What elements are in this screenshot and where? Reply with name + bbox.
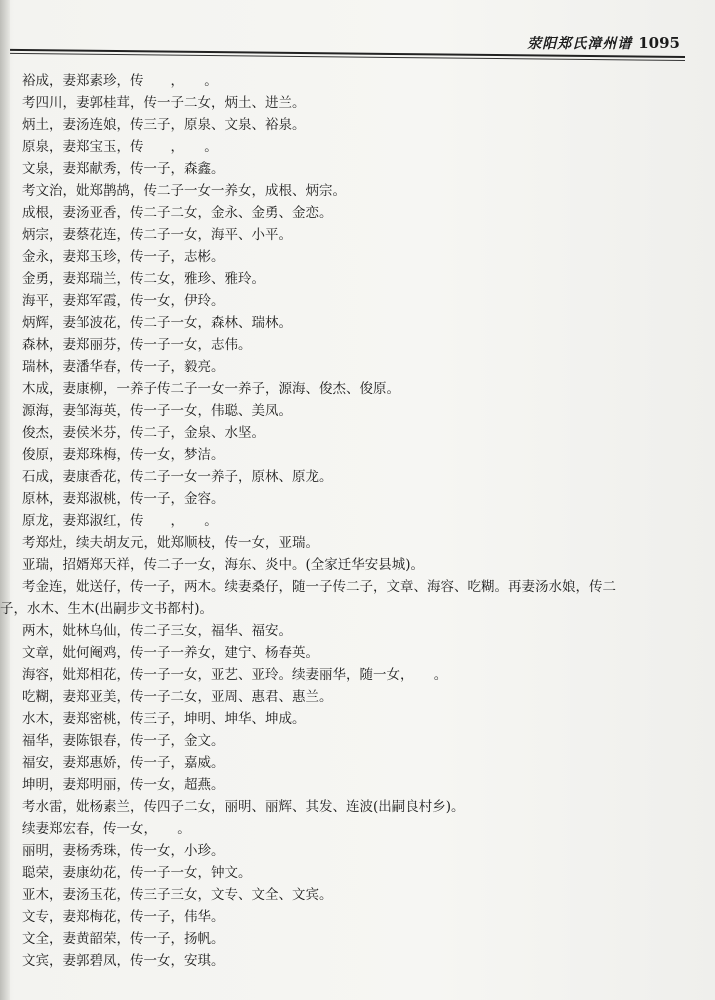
text-line: 瑞林，妻潘华春，传一子，毅亮。 (22, 359, 225, 375)
text-line: 炳宗，妻蔡花连，传二子一女，海平、小平。 (22, 227, 292, 243)
text-line: 原泉，妻郑宝玉，传 ， 。 (22, 139, 218, 155)
text-line: 金永，妻郑玉珍，传一子，志彬。 (22, 249, 225, 265)
text-line: 海平，妻郑军霞，传一女，伊玲。 (22, 293, 225, 309)
text-line: 俊原，妻郑珠梅，传一女，梦洁。 (22, 447, 225, 463)
text-line: 文专，妻郑梅花，传一子，伟华。 (22, 909, 225, 925)
text-line: 考四川，妻郭桂茸，传一子二女，炳土、进兰。 (22, 95, 306, 111)
text-line: 文章，妣何阉鸡，传一子一养女，建宁、杨春英。 (22, 645, 319, 661)
text-line: 聪荣，妻康幼花，传一子一女，钟文。 (22, 865, 252, 881)
text-line: 福安，妻郑惠娇，传一子，嘉威。 (22, 755, 225, 771)
text-line: 续妻郑宏春，传一女， 。 (22, 821, 191, 837)
text-line: 考水雷，妣杨素兰，传四子二女，丽明、丽辉、其发、连波(出嗣良村乡)。 (22, 799, 465, 815)
text-line: 木成，妻康柳，一养子传二子一女一养子，源海、俊杰、俊原。 (22, 381, 400, 397)
text-line: 福华，妻陈银春，传一子，金文。 (22, 733, 225, 749)
text-line: 裕成，妻郑素珍，传 ， 。 (22, 73, 218, 89)
text-line: 子，水木、生木(出嗣步文书都村)。 (0, 601, 214, 617)
running-header (420, 32, 680, 54)
text-line: 坤明，妻郑明丽，传一女，超燕。 (22, 777, 225, 793)
text-line: 吃糊，妻郑亚美，传一子二女，亚周、惠君、惠兰。 (22, 689, 333, 705)
text-line: 亚瑞，招婿郑天祥，传二子一女，海东、炎中。(全家迁华安县城)。 (22, 557, 425, 573)
text-line: 炳土，妻汤连娘，传三子，原泉、文泉、裕泉。 (22, 117, 306, 133)
text-line: 石成，妻康香花，传二子一女一养子，原林、原龙。 (22, 469, 333, 485)
text-line: 海容，妣郑相花，传一子一女，亚艺、亚玲。续妻丽华，随一女， 。 (22, 667, 448, 683)
page-number: 1095 (638, 34, 680, 52)
text-line: 文全，妻黄韶荣，传一子，扬帆。 (22, 931, 225, 947)
book-title: 荥阳郑氏漳州谱 (527, 36, 633, 52)
text-line: 文宾，妻郭碧凤，传一女，安琪。 (22, 953, 225, 969)
text-line: 炳辉，妻邹波花，传二子一女，森林、瑞林。 (22, 315, 292, 331)
text-line: 文泉，妻郑献秀，传一子，森鑫。 (22, 161, 225, 177)
text-line: 成根，妻汤亚香，传二子二女，金永、金勇、金恋。 (22, 205, 333, 221)
text-line: 俊杰，妻侯米芬，传二子，金泉、水坚。 (22, 425, 265, 441)
text-line: 源海，妻邹海英，传一子一女，伟聪、美凤。 (22, 403, 292, 419)
text-line: 考金连，妣送仔，传一子，两木。续妻桑仔，随一子传二子，文章、海容、吃糊。再妻汤水娘，传二 (22, 579, 616, 595)
text-line: 两木，妣林乌仙，传二子三女，福华、福安。 (22, 623, 292, 639)
book-spine-shadow (0, 0, 10, 1000)
text-line: 亚木，妻汤玉花，传三子三女，文专、文全、文宾。 (22, 887, 333, 903)
text-line: 森林，妻郑丽芬，传一子一女，志伟。 (22, 337, 252, 353)
text-line: 原龙，妻郑淑红，传 ， 。 (22, 513, 218, 529)
text-line: 考郑灶，续夫胡友元，妣郑顺枝，传一女，亚瑞。 (22, 535, 319, 551)
text-line: 原林，妻郑淑桃，传一子，金容。 (22, 491, 225, 507)
text-line: 金勇，妻郑瑞兰，传二女，雅珍、雅玲。 (22, 271, 265, 287)
text-line: 丽明，妻杨秀珠，传一女，小珍。 (22, 843, 225, 859)
text-line: 水木，妻郑密桃，传三子，坤明、坤华、坤成。 (22, 711, 306, 727)
text-line: 考文治，妣郑鹊鸪，传二子一女一养女，成根、炳宗。 (22, 183, 346, 199)
